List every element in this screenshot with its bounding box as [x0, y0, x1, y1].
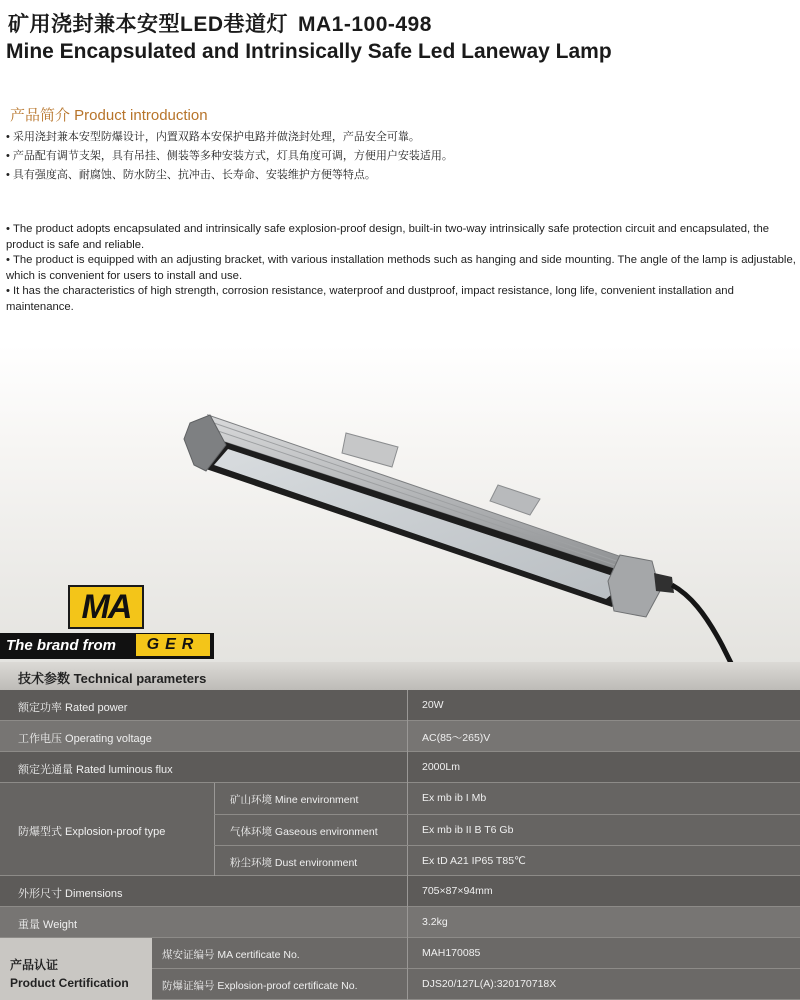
row-label: 防爆证编号 Explosion-proof certificate No. — [162, 980, 358, 992]
brand-text: The brand from — [6, 637, 117, 654]
table-row — [0, 907, 800, 938]
table-row — [214, 783, 800, 814]
brand-ger-logo: GER — [136, 634, 210, 656]
row-value: Ex mb ib I Mb — [422, 792, 487, 804]
intro-zh-item: • 产品配有调节支架，具有吊挂、侧装等多种安装方式，灯具角度可调，方便用户安装适用。 — [6, 147, 786, 166]
row-label: 额定功率 Rated power — [18, 702, 128, 714]
explosion-proof-label: 防爆型式 Explosion-proof type — [18, 826, 166, 838]
table-row — [214, 845, 800, 876]
intro-en-item: • The product adopts encapsulated and intrinsically safe explosion-proof design, built-in two-way intrinsically safe protection circuit and encapsulated, the product is safe and reliable. — [6, 222, 796, 253]
intro-en-item: • The product is equipped with an adjusting bracket, with various installation methods such as hanging and side mounting. The angle of the lamp is adjustable, which is convenient for users to install and use. — [6, 253, 796, 284]
page-title-en: Mine Encapsulated and Intrinsically Safe Led Laneway Lamp — [6, 40, 612, 63]
row-label: 煤安证编号 MA certificate No. — [162, 949, 300, 961]
table-row — [0, 752, 800, 783]
table-row — [0, 876, 800, 907]
row-value: AC(85～265)V — [422, 732, 491, 744]
row-label: 外形尺寸 Dimensions — [18, 888, 123, 900]
intro-en-list — [6, 222, 796, 315]
explosion-proof-block — [0, 783, 800, 876]
column-divider — [407, 783, 408, 814]
column-divider — [407, 907, 408, 938]
certification-label-zh: 产品认证 — [10, 958, 59, 972]
table-row — [214, 814, 800, 845]
row-value: Ex mb ib II B T6 Gb — [422, 824, 514, 836]
table-row — [152, 969, 800, 1000]
tech-heading: 技术参数 Technical parameters — [18, 671, 207, 686]
row-label: 气体环境 Gaseous environment — [230, 826, 378, 838]
tech-table — [0, 662, 800, 1000]
column-divider — [407, 846, 408, 877]
intro-zh-item: • 采用浇封兼本安型防爆设计，内置双路本安保护电路并做浇封处理，产品安全可靠。 — [6, 128, 786, 147]
row-label: 粉尘环境 Dust environment — [230, 857, 358, 869]
brand-bar — [0, 633, 214, 659]
row-value: Ex tD A21 IP65 T85℃ — [422, 855, 526, 867]
row-value: DJS20/127L(A):320170718X — [422, 978, 557, 990]
column-divider — [407, 690, 408, 721]
column-divider — [407, 876, 408, 907]
intro-zh-list — [6, 128, 786, 185]
row-value: 3.2kg — [422, 916, 448, 928]
title-zh-text: 矿用浇封兼本安型LED巷道灯 — [8, 13, 288, 36]
tech-heading-bar — [0, 662, 800, 690]
row-label: 工作电压 Operating voltage — [18, 733, 152, 745]
table-row — [152, 938, 800, 969]
row-value: 20W — [422, 699, 444, 711]
page-title-zh — [8, 8, 432, 38]
certification-block — [0, 938, 800, 1000]
row-value: 705×87×94mm — [422, 885, 493, 897]
table-row — [0, 721, 800, 752]
certification-label — [10, 956, 129, 992]
model-code: MA1-100-498 — [298, 13, 432, 36]
row-label: 矿山环境 Mine environment — [230, 794, 359, 806]
certification-label-en: Product Certification — [10, 976, 129, 990]
row-value: 2000Lm — [422, 761, 460, 773]
column-divider — [407, 815, 408, 846]
column-divider — [407, 938, 408, 969]
intro-en-item: • It has the characteristics of high strength, corrosion resistance, waterproof and dustproof, impact resistance, long life, convenient installation and maintenance. — [6, 284, 796, 315]
column-divider — [407, 721, 408, 752]
ma-logo: MA — [68, 585, 144, 629]
intro-zh-item: • 具有强度高、耐腐蚀、防水防尘、抗冲击、长寿命、安装维护方便等特点。 — [6, 166, 786, 185]
table-row — [0, 690, 800, 721]
column-divider — [407, 969, 408, 1000]
row-label: 重量 Weight — [18, 919, 78, 931]
row-label: 额定光通量 Rated luminous flux — [18, 764, 173, 776]
row-value: MAH170085 — [422, 947, 481, 959]
column-divider — [407, 752, 408, 783]
intro-heading: 产品简介 Product introduction — [10, 107, 208, 124]
